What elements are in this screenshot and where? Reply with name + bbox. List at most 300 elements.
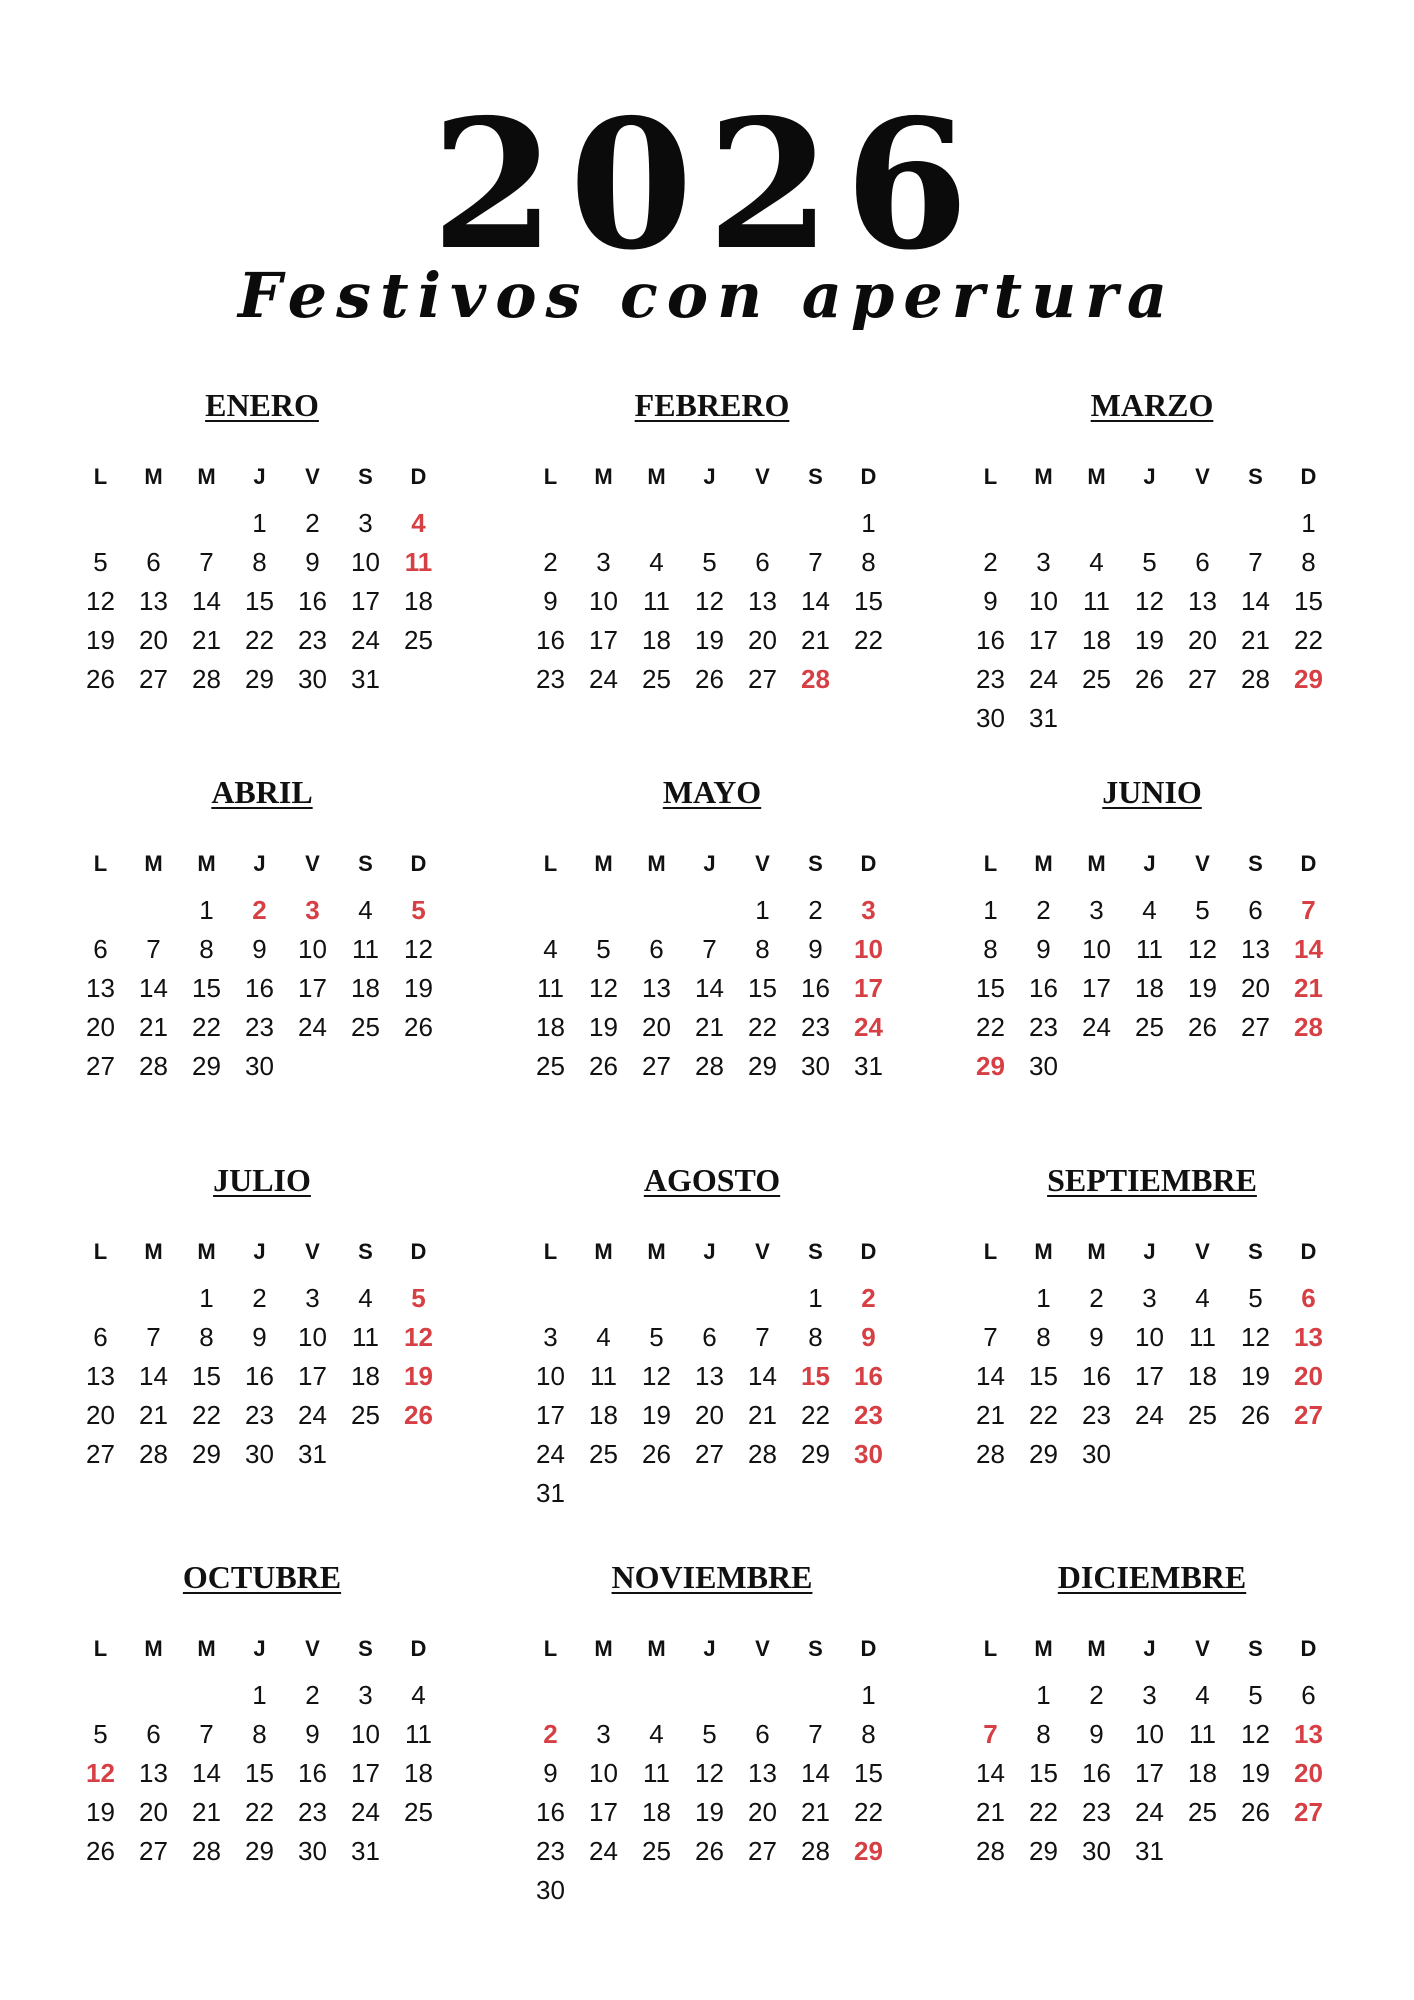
day: 20 — [748, 1797, 777, 1827]
weekday-label: M — [594, 1239, 613, 1264]
day: 7 — [146, 1322, 161, 1352]
day: 4 — [411, 1680, 426, 1710]
day: 30 — [1029, 1051, 1058, 1081]
day: 25 — [642, 1836, 671, 1866]
empty-cell — [74, 1279, 127, 1318]
weekday-label: L — [543, 1239, 558, 1264]
day: 30 — [245, 1051, 274, 1081]
day: 11 — [1189, 1719, 1216, 1749]
day: 2 — [983, 547, 998, 577]
day: 25 — [1188, 1797, 1217, 1827]
day: 16 — [976, 625, 1005, 655]
day: 11 — [537, 973, 564, 1003]
weekday-label: V — [1195, 1239, 1210, 1264]
weekday-label: M — [197, 851, 216, 876]
holiday-day: 23 — [854, 1400, 883, 1430]
day: 15 — [854, 586, 883, 616]
day: 6 — [649, 934, 664, 964]
day: 19 — [1241, 1758, 1270, 1788]
day: 2 — [1036, 895, 1051, 925]
day: 22 — [192, 1400, 221, 1430]
day: 11 — [590, 1361, 617, 1391]
holiday-day: 21 — [1294, 973, 1323, 1003]
weekday-label: V — [305, 1239, 320, 1264]
month-name: AGOSTO — [643, 1162, 781, 1198]
empty-cell — [180, 1676, 233, 1715]
empty-cell — [1176, 504, 1229, 543]
holiday-day: 2 — [861, 1283, 876, 1313]
holiday-day: 28 — [1294, 1012, 1323, 1042]
month-julio — [72, 1160, 452, 1474]
day: 11 — [1136, 934, 1163, 964]
empty-cell — [789, 504, 842, 543]
empty-cell — [964, 1676, 1017, 1715]
day: 1 — [252, 508, 267, 538]
holiday-day: 20 — [1294, 1361, 1323, 1391]
day: 23 — [1082, 1400, 1111, 1430]
weekday-label: M — [1034, 464, 1053, 489]
weekday-label: S — [808, 1636, 823, 1661]
day: 12 — [589, 973, 618, 1003]
day: 24 — [351, 625, 380, 655]
day: 23 — [536, 664, 565, 694]
month-mayo — [522, 772, 902, 1086]
day: 16 — [245, 973, 274, 1003]
day: 7 — [808, 547, 823, 577]
holiday-day: 3 — [861, 895, 876, 925]
weekday-label: L — [983, 1239, 998, 1264]
day: 19 — [404, 973, 433, 1003]
day: 28 — [139, 1051, 168, 1081]
day: 29 — [245, 1836, 274, 1866]
day: 30 — [1082, 1836, 1111, 1866]
day: 20 — [1241, 973, 1270, 1003]
weekday-label: J — [703, 464, 716, 489]
day: 18 — [404, 1758, 433, 1788]
day: 22 — [801, 1400, 830, 1430]
month-noviembre — [522, 1557, 902, 1910]
day: 4 — [1142, 895, 1157, 925]
month-name: OCTUBRE — [182, 1559, 342, 1595]
empty-cell — [736, 504, 789, 543]
day: 20 — [139, 1797, 168, 1827]
weekday-label: S — [358, 464, 373, 489]
weekday-label: S — [808, 1239, 823, 1264]
day: 6 — [1301, 1680, 1316, 1710]
day: 12 — [642, 1361, 671, 1391]
day: 12 — [695, 1758, 724, 1788]
day: 19 — [589, 1012, 618, 1042]
weekday-label: J — [253, 1239, 266, 1264]
day: 31 — [1135, 1836, 1164, 1866]
holiday-day: 24 — [854, 1012, 883, 1042]
weekday-label: M — [1087, 1239, 1106, 1264]
day: 8 — [199, 1322, 214, 1352]
day: 18 — [642, 625, 671, 655]
weekday-header — [524, 1232, 902, 1271]
day: 27 — [695, 1439, 724, 1469]
day: 24 — [351, 1797, 380, 1827]
day: 4 — [358, 895, 373, 925]
day: 3 — [305, 1283, 320, 1313]
day: 7 — [702, 934, 717, 964]
day: 11 — [352, 1322, 379, 1352]
day: 4 — [649, 547, 664, 577]
weekday-label: V — [1195, 464, 1210, 489]
day: 23 — [536, 1836, 565, 1866]
holiday-day: 2 — [252, 895, 267, 925]
holiday-day: 5 — [411, 895, 426, 925]
day: 24 — [1082, 1012, 1111, 1042]
weekday-label: M — [1087, 1636, 1106, 1661]
weekday-label: L — [93, 464, 108, 489]
day: 13 — [748, 586, 777, 616]
day: 7 — [146, 934, 161, 964]
day: 13 — [748, 1758, 777, 1788]
day: 7 — [808, 1719, 823, 1749]
day: 6 — [702, 1322, 717, 1352]
day: 27 — [139, 1836, 168, 1866]
day: 9 — [983, 586, 998, 616]
day: 28 — [976, 1439, 1005, 1469]
day: 19 — [1188, 973, 1217, 1003]
day: 17 — [351, 1758, 380, 1788]
day: 25 — [1188, 1400, 1217, 1430]
day: 14 — [139, 973, 168, 1003]
holiday-day: 29 — [976, 1051, 1005, 1081]
weekday-label: V — [755, 1239, 770, 1264]
weekday-label: D — [1300, 1239, 1317, 1264]
empty-cell — [683, 1676, 736, 1715]
weekday-label: J — [703, 1239, 716, 1264]
holiday-day: 7 — [1301, 895, 1316, 925]
day: 1 — [252, 1680, 267, 1710]
day: 26 — [695, 664, 724, 694]
day: 5 — [702, 547, 717, 577]
weekday-label: D — [860, 1239, 877, 1264]
weekday-label: D — [1300, 464, 1317, 489]
day: 4 — [596, 1322, 611, 1352]
weekday-header — [964, 1232, 1342, 1271]
day: 15 — [1029, 1758, 1058, 1788]
day: 23 — [245, 1012, 274, 1042]
day: 7 — [1248, 547, 1263, 577]
day: 31 — [854, 1051, 883, 1081]
day: 27 — [139, 664, 168, 694]
day: 2 — [808, 895, 823, 925]
weekday-label: M — [197, 1239, 216, 1264]
day: 9 — [305, 547, 320, 577]
day: 31 — [536, 1478, 565, 1508]
day: 3 — [543, 1322, 558, 1352]
weekday-label: V — [755, 851, 770, 876]
day: 17 — [298, 1361, 327, 1391]
weekday-label: J — [1143, 464, 1156, 489]
empty-cell — [683, 504, 736, 543]
day: 5 — [93, 1719, 108, 1749]
day: 30 — [298, 664, 327, 694]
day: 19 — [695, 1797, 724, 1827]
weekday-label: V — [305, 1636, 320, 1661]
day: 27 — [1241, 1012, 1270, 1042]
day: 16 — [536, 625, 565, 655]
day: 21 — [976, 1400, 1005, 1430]
day: 2 — [252, 1283, 267, 1313]
days-grid — [524, 1279, 902, 1513]
day: 2 — [305, 508, 320, 538]
holiday-day: 11 — [404, 547, 433, 577]
weekday-label: J — [703, 851, 716, 876]
holiday-day: 27 — [1294, 1797, 1323, 1827]
day: 22 — [1029, 1400, 1058, 1430]
empty-cell — [577, 1279, 630, 1318]
day: 24 — [1029, 664, 1058, 694]
holiday-day: 2 — [543, 1719, 558, 1749]
day: 22 — [245, 1797, 274, 1827]
day: 11 — [405, 1719, 432, 1749]
day: 7 — [755, 1322, 770, 1352]
weekday-label: J — [1143, 1239, 1156, 1264]
month-name: DICIEMBRE — [1057, 1559, 1247, 1595]
day: 12 — [1241, 1719, 1270, 1749]
day: 10 — [351, 547, 380, 577]
day: 26 — [1241, 1797, 1270, 1827]
day: 19 — [86, 1797, 115, 1827]
day: 9 — [305, 1719, 320, 1749]
day: 16 — [1029, 973, 1058, 1003]
day: 16 — [298, 586, 327, 616]
day: 2 — [1089, 1680, 1104, 1710]
day: 1 — [1036, 1283, 1051, 1313]
day: 28 — [801, 1836, 830, 1866]
day: 18 — [1135, 973, 1164, 1003]
day: 1 — [199, 1283, 214, 1313]
day: 25 — [404, 1797, 433, 1827]
day: 31 — [298, 1439, 327, 1469]
day: 29 — [192, 1051, 221, 1081]
day: 23 — [976, 664, 1005, 694]
month-name: ENERO — [205, 387, 319, 423]
holiday-day: 13 — [1294, 1322, 1323, 1352]
day: 10 — [1135, 1719, 1164, 1749]
day: 17 — [536, 1400, 565, 1430]
empty-cell — [683, 1279, 736, 1318]
holiday-day: 29 — [854, 1836, 883, 1866]
day: 21 — [139, 1400, 168, 1430]
day: 8 — [861, 547, 876, 577]
weekday-label: M — [1034, 1239, 1053, 1264]
day: 26 — [589, 1051, 618, 1081]
weekday-label: L — [543, 464, 558, 489]
empty-cell — [736, 1279, 789, 1318]
day: 21 — [801, 625, 830, 655]
weekday-label: S — [808, 464, 823, 489]
day: 3 — [358, 508, 373, 538]
weekday-label: M — [1034, 851, 1053, 876]
day: 7 — [983, 1322, 998, 1352]
weekday-label: J — [1143, 851, 1156, 876]
weekday-label: S — [1248, 1239, 1263, 1264]
weekday-label: L — [983, 851, 998, 876]
day: 16 — [245, 1361, 274, 1391]
day: 14 — [801, 1758, 830, 1788]
day: 27 — [86, 1439, 115, 1469]
day: 12 — [1135, 586, 1164, 616]
holiday-day: 5 — [411, 1283, 426, 1313]
weekday-header — [524, 844, 902, 883]
holiday-day: 16 — [854, 1361, 883, 1391]
day: 18 — [536, 1012, 565, 1042]
month-abril — [72, 772, 452, 1086]
day: 14 — [801, 586, 830, 616]
day: 31 — [351, 1836, 380, 1866]
empty-cell — [789, 1676, 842, 1715]
weekday-label: D — [1300, 1636, 1317, 1661]
day: 31 — [1029, 703, 1058, 733]
weekday-label: D — [860, 1636, 877, 1661]
weekday-label: L — [983, 1636, 998, 1661]
weekday-label: L — [93, 1239, 108, 1264]
day: 6 — [146, 1719, 161, 1749]
day: 4 — [358, 1283, 373, 1313]
day: 23 — [1082, 1797, 1111, 1827]
day: 6 — [1248, 895, 1263, 925]
days-grid — [964, 504, 1342, 738]
day: 6 — [755, 1719, 770, 1749]
day: 9 — [252, 1322, 267, 1352]
day: 23 — [298, 1797, 327, 1827]
day: 14 — [192, 586, 221, 616]
day: 15 — [192, 973, 221, 1003]
holiday-day: 3 — [305, 895, 320, 925]
weekday-label: D — [410, 1636, 427, 1661]
empty-cell — [736, 1676, 789, 1715]
day: 30 — [536, 1875, 565, 1905]
day: 10 — [298, 1322, 327, 1352]
day: 18 — [589, 1400, 618, 1430]
weekday-label: M — [144, 1636, 163, 1661]
day: 8 — [1301, 547, 1316, 577]
day: 23 — [298, 625, 327, 655]
day: 9 — [543, 1758, 558, 1788]
weekday-label: L — [543, 1636, 558, 1661]
day: 18 — [351, 1361, 380, 1391]
holiday-day: 26 — [404, 1400, 433, 1430]
weekday-header — [74, 457, 452, 496]
day: 5 — [596, 934, 611, 964]
day: 8 — [808, 1322, 823, 1352]
day: 9 — [1089, 1719, 1104, 1749]
day: 17 — [1082, 973, 1111, 1003]
day: 23 — [801, 1012, 830, 1042]
days-grid — [524, 504, 902, 699]
day: 5 — [702, 1719, 717, 1749]
weekday-label: S — [358, 851, 373, 876]
weekday-label: D — [410, 464, 427, 489]
day: 21 — [1241, 625, 1270, 655]
empty-cell — [127, 504, 180, 543]
holiday-day: 29 — [1294, 664, 1323, 694]
month-septiembre — [962, 1160, 1342, 1474]
day: 25 — [351, 1012, 380, 1042]
day: 5 — [649, 1322, 664, 1352]
holiday-day: 12 — [86, 1758, 115, 1788]
month-enero — [72, 385, 452, 699]
day: 4 — [1195, 1283, 1210, 1313]
day: 15 — [245, 1758, 274, 1788]
day: 9 — [252, 934, 267, 964]
day: 1 — [983, 895, 998, 925]
weekday-header — [74, 1232, 452, 1271]
day: 3 — [1142, 1680, 1157, 1710]
day: 3 — [596, 547, 611, 577]
day: 22 — [245, 625, 274, 655]
day: 17 — [589, 1797, 618, 1827]
day: 21 — [695, 1012, 724, 1042]
day: 10 — [1135, 1322, 1164, 1352]
day: 4 — [1089, 547, 1104, 577]
day: 29 — [748, 1051, 777, 1081]
day: 21 — [192, 1797, 221, 1827]
day: 3 — [1036, 547, 1051, 577]
weekday-label: V — [305, 851, 320, 876]
day: 29 — [801, 1439, 830, 1469]
weekday-label: M — [1087, 851, 1106, 876]
days-grid — [964, 1279, 1342, 1474]
day: 15 — [1294, 586, 1323, 616]
day: 15 — [976, 973, 1005, 1003]
day: 22 — [1029, 1797, 1058, 1827]
day: 28 — [192, 664, 221, 694]
day: 14 — [1241, 586, 1270, 616]
month-name: FEBRERO — [634, 387, 790, 423]
empty-cell — [1017, 504, 1070, 543]
day: 13 — [695, 1361, 724, 1391]
day: 15 — [245, 586, 274, 616]
day: 11 — [1189, 1322, 1216, 1352]
day: 19 — [1241, 1361, 1270, 1391]
day: 30 — [298, 1836, 327, 1866]
day: 26 — [1135, 664, 1164, 694]
day: 3 — [596, 1719, 611, 1749]
day: 22 — [748, 1012, 777, 1042]
day: 16 — [801, 973, 830, 1003]
day: 22 — [1294, 625, 1323, 655]
weekday-label: V — [1195, 1636, 1210, 1661]
month-name: JUNIO — [1102, 774, 1202, 810]
month-junio — [962, 772, 1342, 1086]
weekday-label: L — [543, 851, 558, 876]
month-octubre — [72, 1557, 452, 1871]
day: 10 — [589, 1758, 618, 1788]
day: 16 — [536, 1797, 565, 1827]
days-grid — [524, 891, 902, 1086]
day: 10 — [298, 934, 327, 964]
day: 5 — [1195, 895, 1210, 925]
day: 20 — [695, 1400, 724, 1430]
day: 13 — [139, 586, 168, 616]
day: 28 — [695, 1051, 724, 1081]
day: 8 — [1036, 1719, 1051, 1749]
day: 10 — [536, 1361, 565, 1391]
holiday-day: 6 — [1301, 1283, 1316, 1313]
empty-cell — [630, 504, 683, 543]
day: 28 — [139, 1439, 168, 1469]
day: 19 — [642, 1400, 671, 1430]
day: 25 — [351, 1400, 380, 1430]
weekday-label: S — [1248, 1636, 1263, 1661]
month-name: JULIO — [213, 1162, 311, 1198]
